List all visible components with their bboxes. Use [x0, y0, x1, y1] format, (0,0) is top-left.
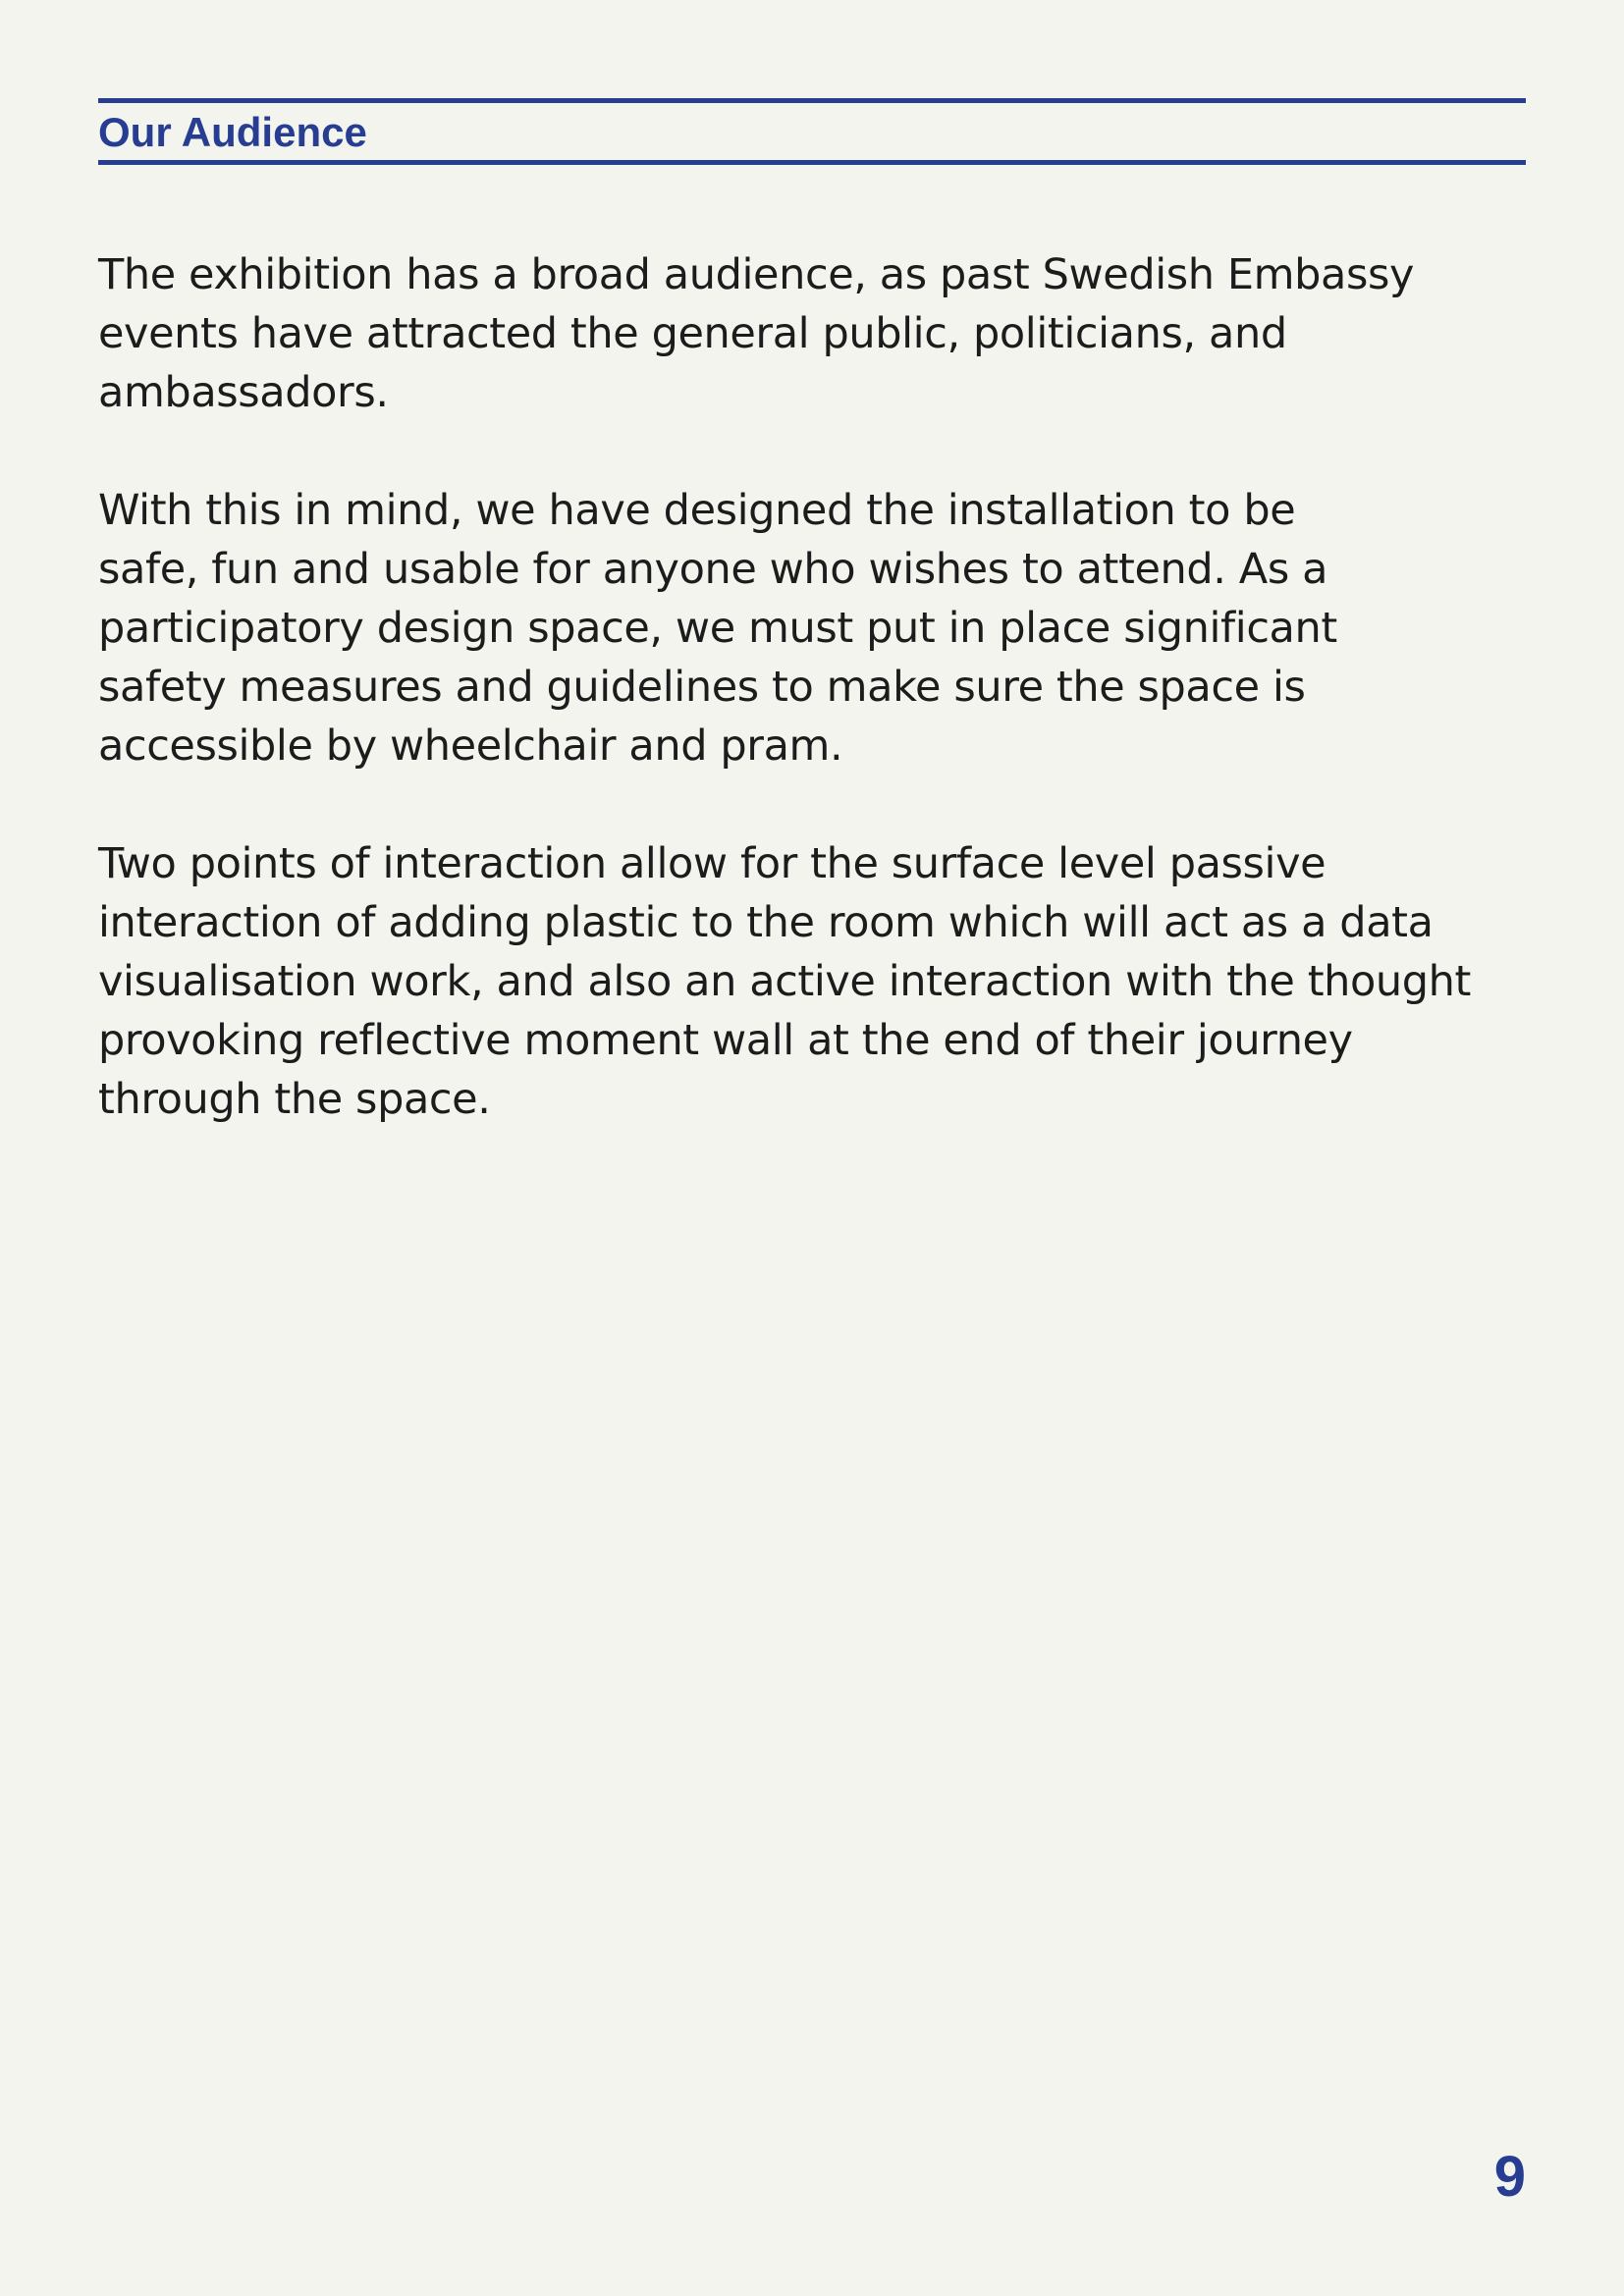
body-text: [98, 245, 1492, 1188]
paragraph-design-safety: With this in mind, we have designed the installation to be safe, fun and usable for anyone who wishes to attend. As a participatory design space, we must put in place significant safety measures and guidelines to make sure the space is accessible by wheelchair and pram.: [98, 486, 1337, 771]
section-title: Our Audience: [98, 109, 367, 155]
page-number: 9: [1493, 2145, 1526, 2209]
paragraph-interaction: Two points of interaction allow for the surface level passive interaction of adding plastic to the room which will act as a data visualisation work, and also an active interaction with the thought provoking reflective moment wall at the end of their journey through the space.: [98, 839, 1471, 1124]
paragraph-audience: The exhibition has a broad audience, as past Swedish Embassy events have attracted the general public, politicians, and ambassadors.: [98, 250, 1415, 417]
section-top-rule: [98, 98, 1526, 103]
section-bottom-rule: [98, 160, 1526, 165]
